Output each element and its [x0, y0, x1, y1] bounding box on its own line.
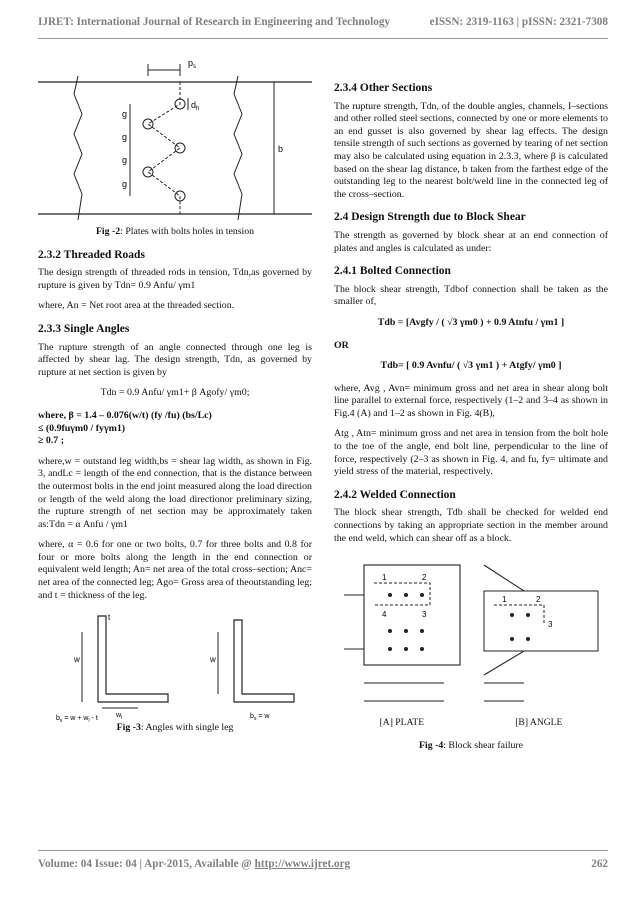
section-2-4-title: 2.4 Design Strength due to Block Shear [334, 211, 526, 224]
fig2-label-g2: g [122, 132, 128, 142]
fig2-caption: Fig -2: Plates with bolts holes in tension [95, 226, 255, 237]
section-2-3-3-p2: where,w = outstand leg width,bs = shear lag width, as shown in Fig. 3, andLc = length of the end connection, that is the distance between the outermost bolts in the end joint measured along the load direction or length of the weld along the load directionor preliminary sizing, the rupture strength of net section may be approximately taken as:Tdn = α Anfu / γm1 [38, 455, 312, 530]
fig3-label-w-left: w [74, 655, 80, 665]
section-2-3-3-beta [38, 410, 312, 448]
header-rule [38, 38, 608, 39]
beta-eq-line1: where, β = 1.4 – 0.076(w/t) (fy /fu) (bs/Lc) [38, 409, 212, 421]
section-2-3-2-p1: The design strength of threaded rods in tension, Tdn,as governed by rupture is given by Tdn= 0.9 Anfu/ γm1 [38, 267, 312, 291]
section-2-3-3-eq1: Tdn = 0.9 Anfu/ γm1+ β Agofy/ γm0; [100, 387, 250, 399]
section-2-4-1-eq1: Tdb = [Avgfy / ( √3 γm0 ) + 0.9 Atnfu / γm1 ] [377, 316, 565, 328]
section-2-4-1-p2: where, Avg , Avn= minimum gross and net area in shear along bolt line parallel to external force, respectively (1–2 and 3–4 as shown in Fig.4 (A) and 1–2 as shown in Fig. 4(B), [334, 382, 608, 419]
figure-4 [334, 555, 608, 715]
fig4b-num-1: 1 [502, 595, 507, 605]
fig2-label-g4: g [122, 179, 128, 189]
fig2-label-g1: g [122, 109, 128, 119]
fig2-label-g3: g [122, 155, 128, 165]
section-2-3-2-p2: where, An = Net root area at the threaded section. [38, 300, 235, 312]
beta-eq-line2: ≤ (0.9fuγm0 / fyγm1) [38, 422, 126, 434]
fig4a-num-3: 3 [422, 610, 427, 620]
journal-title: IJRET: International Journal of Research in Engineering and Technology [38, 16, 391, 28]
fig4a-num-1: 1 [382, 573, 387, 583]
fig2-label-b: b [278, 144, 284, 154]
section-2-4-2-p1: The block shear strength, Tdb shall be checked for welded end connections by taking an appropriate section in the member around the end weld, which can shear off as a block. [334, 507, 608, 544]
fig4-caption: Fig -4: Block shear failure [419, 739, 523, 751]
section-2-4-1-p1: The block shear strength, Tdbof connection shall be taken as the smaller of, [334, 283, 608, 308]
fig3-angles-drawing [38, 610, 312, 722]
section-2-3-4-title: 2.3.4 Other Sections [334, 82, 433, 94]
footer-url-link[interactable]: http://www.ijret.org [254, 858, 351, 870]
left-column [38, 54, 312, 745]
fig2-plate-drawing [38, 54, 312, 226]
fig4b-num-3: 3 [548, 620, 553, 630]
page-number: 262 [591, 858, 608, 870]
section-2-4-2-title: 2.4.2 Welded Connection [334, 488, 456, 501]
section-2-4-1-p3: Atg , Atn= minimum gross and net area in tension from the bolt hole to the toe of the angle, end bolt line, perpendicular to the line of force, respectively (2–3 as shown in Fig. 4, and fu, fy= ultimate and yield stress of the material, respectively. [334, 428, 608, 478]
fig4b-num-2: 2 [536, 595, 541, 605]
fig4a-num-2: 2 [422, 573, 427, 583]
section-2-4-1-or: OR [334, 339, 349, 351]
fig4a-num-4: 4 [382, 610, 387, 620]
fig3-caption: Fig -3: Angles with single leg [116, 722, 234, 734]
section-2-4-1-title: 2.4.1 Bolted Connection [334, 265, 451, 278]
section-2-3-2-title: 2.3.2 Threaded Roads [38, 248, 145, 261]
section-2-4-1-eq2: Tdb= [ 0.9 Avnfu/ ( √3 γm1 ) + Atgfy/ γm0 ] [380, 360, 562, 372]
beta-eq-line3: ≥ 0.7 ; [38, 435, 64, 447]
fig3-label-t: t [108, 613, 111, 623]
fig2-label-ps: $p_s$ [188, 58, 197, 70]
section-2-3-3-p1: The rupture strength of an angle connected through one leg is affected by shear lag. The design strength, Tdn, as governed by rupture at net section is given by [38, 341, 312, 378]
section-2-3-3-p3: where, α = 0.6 for one or two bolts, 0.7 for three bolts and 0.8 for four or more bolts along the length in the end connection or equivalent weld length; An= net area of the total cross–section; Anc= net area of the connected leg; Ago= Gross area of theoutstanding leg; and t = thickness of the leg. [38, 539, 312, 601]
figure-2 [38, 54, 312, 226]
fig4-block-shear-drawing [334, 555, 608, 715]
journal-issn: eISSN: 2319-1163 | pISSN: 2321-7308 [429, 16, 608, 28]
right-column [334, 82, 608, 762]
fig4-label-plate: [A] PLATE [379, 717, 425, 729]
fig4-sub-labels [334, 717, 608, 730]
fig3-label-w-right: w [210, 655, 216, 665]
page-footer [38, 858, 608, 870]
footer-volume: Volume: 04 Issue: 04 | Apr-2015, Available @ [38, 858, 255, 870]
section-2-3-4-p1: The rupture strength, Tdn, of the double angles, channels, I–sections and other rolled steel sections, connected by one or more elements to an end gusset is also governed by shear lag effects. The design tensile strength of such sections as governed by tearing of net section may also be calculated using equation in 2.3.3, where β is calculated based on the shear lag distance, b taken from the farthest edge of the outstanding leg to the nearest bolt/weld line in the connected leg of the cross–section. [334, 100, 608, 200]
page-header [38, 8, 608, 42]
section-2-3-3-title: 2.3.3 Single Angles [38, 322, 130, 335]
fig3-label-wl: $w_l$ [116, 712, 123, 722]
footer-rule [38, 850, 608, 851]
fig3-eq-left: $b_s = w + w_l - t$ [56, 715, 98, 723]
section-2-4-p1: The strength as governed by block shear at an end connection of plates and angles is calculated as under: [334, 229, 608, 254]
fig3-eq-right: $b_s = w$ [250, 713, 270, 723]
figure-3 [38, 610, 312, 722]
fig4-label-angle: [B] ANGLE [515, 717, 563, 729]
fig2-label-dh: $d_h$ [191, 100, 200, 112]
